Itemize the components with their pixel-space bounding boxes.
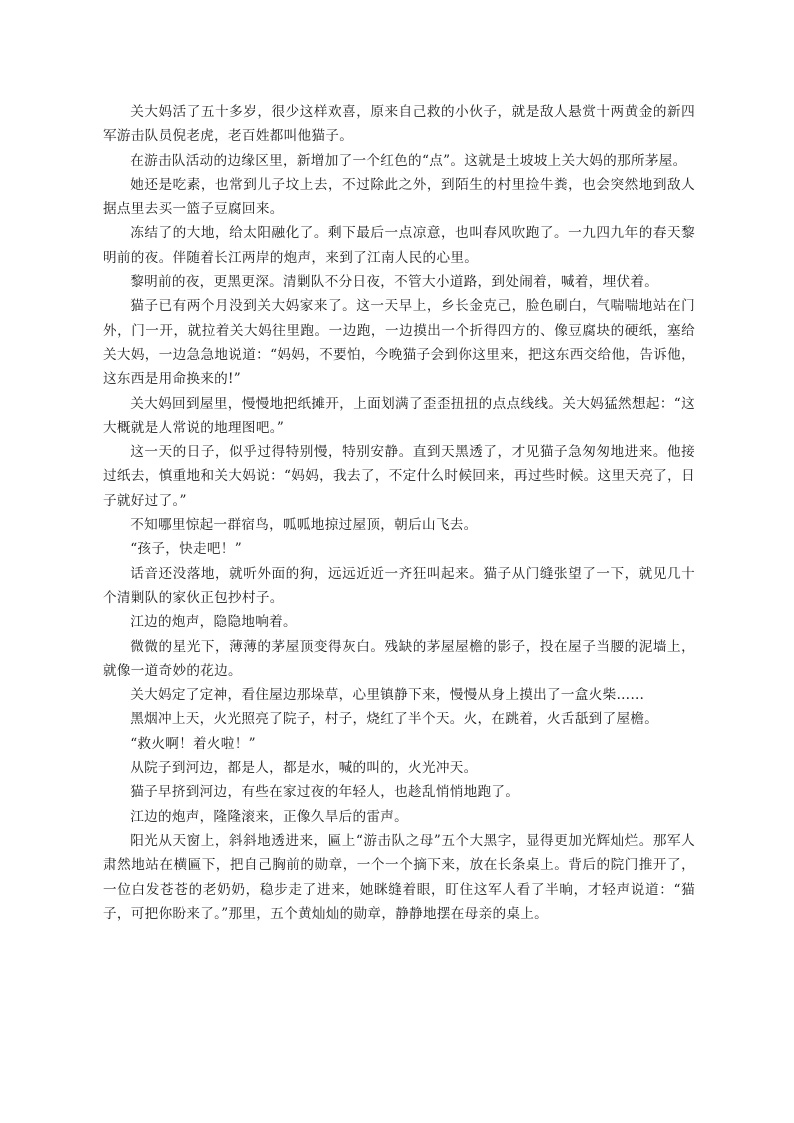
paragraph: 微微的星光下，薄薄的茅屋顶变得灰白。残缺的茅屋屋檐的影子，投在屋子当腰的泥墙上，就像一道奇妙的花边。 — [103, 638, 695, 679]
paragraph: 猫子已有两个月没到关大妈家来了。这一天早上，乡长金克己，脸色刷白，气喘喘地站在门外，门一开，就拉着关大妈往里跑。一边跑，一边摸出一个折得四方的、像豆腐块的硬纸，塞给关大妈，一边急急地说道：“妈妈，不要怕，今晚猫子会到你这里来，把这东西交给他，告诉他，这东西是用命换来的!” — [103, 298, 695, 388]
paragraph: 这一天的日子，似乎过得特别慢，特别安静。直到天黑透了，才见猫子急匆匆地进来。他接过纸去，慎重地和关大妈说：“妈妈，我去了，不定什么时候回来，再过些时候。这里天亮了，日子就好过了。” — [103, 444, 695, 509]
paragraph: 江边的炮声，隐隐地响着。 — [130, 614, 297, 631]
paragraph: 在游击队活动的边缘区里，新增加了一个红色的“点”。这就是土坡坡上关大妈的那所茅屋。 — [130, 152, 687, 169]
paragraph: 从院子到河边，都是人，都是水，喊的叫的，火光冲天。 — [130, 760, 478, 777]
paragraph: 不知哪里惊起一群宿鸟，呱呱地掠过屋顶，朝后山飞去。 — [130, 517, 478, 534]
paragraph: 关大妈回到屋里，慢慢地把纸摊开，上面划满了歪歪扭扭的点点线线。关大妈猛然想起：“这大概就是人常说的地理图吧。” — [103, 395, 695, 436]
paragraph: 猫子早挤到河边，有些在家过夜的年轻人，也趁乱悄悄地跑了。 — [130, 784, 520, 801]
paragraph: 黑烟冲上天，火光照亮了院子，村子，烧红了半个天。火，在跳着，火舌舐到了屋檐。 — [130, 711, 659, 728]
paragraph: 冻结了的大地，给太阳融化了。剩下最后一点凉意，也叫春风吹跑了。一九四九年的春天黎明前的夜。伴随着长江两岸的炮声，来到了江南人民的心里。 — [103, 225, 695, 266]
article-body — [103, 100, 695, 926]
paragraph: 她还是吃素，也常到儿子坟上去，不过除此之外，到陌生的村里捡牛粪，也会突然地到敌人据点里去买一篮子豆腐回来。 — [103, 176, 695, 218]
paragraph: 关大妈定了定神，看住屋边那垛草，心里镇静下来，慢慢从身上摸出了一盒火柴…… — [130, 687, 645, 704]
paragraph: 黎明前的夜，更黑更深。清剿队不分日夜，不管大小道路，到处闹着，喊着，埋伏着。 — [130, 274, 659, 291]
paragraph: “救火啊！着火啦！” — [130, 735, 256, 752]
paragraph: 江边的炮声，隆隆滚来，正像久旱后的雷声。 — [130, 808, 409, 825]
paragraph: “孩子，快走吧！” — [130, 541, 242, 558]
paragraph: 话音还没落地，就听外面的狗，远远近近一齐狂叫起来。猫子从门缝张望了一下，就见几十个清剿队的家伙正包抄村子。 — [103, 565, 695, 606]
paragraph: 阳光从天窗上，斜斜地透进来，匾上“游击队之母”五个大黑字，显得更加光辉灿烂。那军人肃然地站在横匾下，把自己胸前的勋章，一个一个摘下来，放在长条桌上。背后的院门推开了，一位白发苍苍的老奶奶，稳步走了进来，她眯缝着眼，盯住这军人看了半晌，才轻声说道：“猫子，可把你盼来了。”那里，五个黄灿灿的勋章，静静地摆在母亲的桌上。 — [103, 832, 695, 922]
paragraph: 关大妈活了五十多岁，很少这样欢喜，原来自己救的小伙子，就是敌人悬赏十两黄金的新四军游击队员倪老虎，老百姓都叫他猫子。 — [103, 104, 695, 145]
